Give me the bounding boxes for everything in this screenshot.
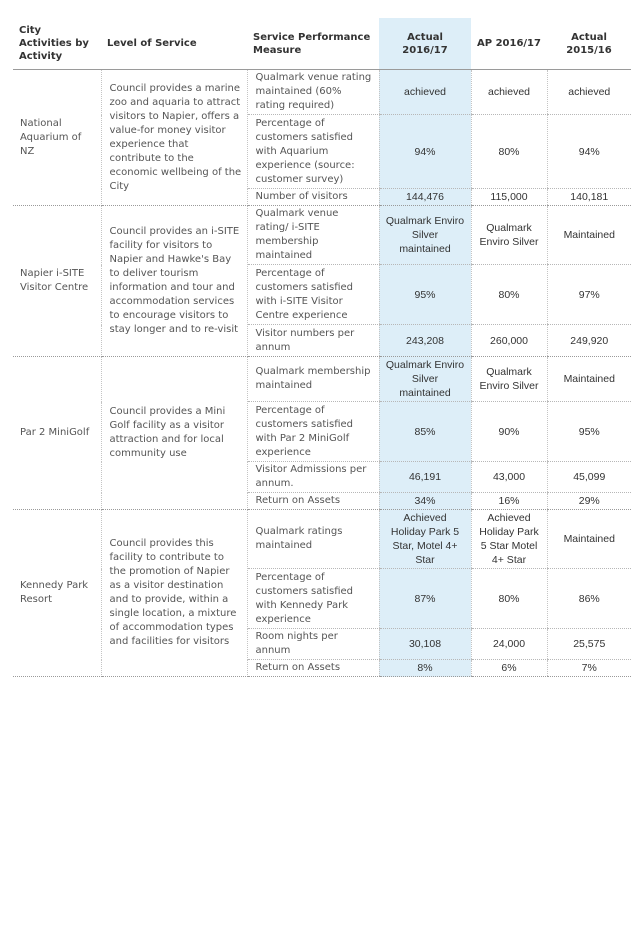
- ap-cell: achieved: [471, 70, 547, 115]
- actual-current-cell: 144,476: [379, 189, 471, 206]
- actual-prior-cell: achieved: [547, 70, 631, 115]
- ap-cell: 90%: [471, 402, 547, 462]
- actual-current-cell: 94%: [379, 115, 471, 189]
- header-actual-prior: Actual 2015/16: [547, 18, 631, 70]
- ap-cell: 43,000: [471, 462, 547, 493]
- actual-current-cell: 85%: [379, 402, 471, 462]
- actual-current-cell: 243,208: [379, 325, 471, 357]
- actual-prior-cell: 95%: [547, 402, 631, 462]
- measure-cell: Percentage of customers satisfied with Par 2 MiniGolf experience: [247, 402, 379, 462]
- activity-cell: Napier i-SITE Visitor Centre: [13, 206, 101, 357]
- table-body: [13, 70, 631, 677]
- ap-cell: 16%: [471, 493, 547, 510]
- actual-prior-cell: 25,575: [547, 629, 631, 660]
- header-row: [13, 18, 631, 70]
- table-row: [13, 70, 631, 115]
- actual-prior-cell: 86%: [547, 569, 631, 629]
- measure-cell: Number of visitors: [247, 189, 379, 206]
- header-activity: City Activities by Activity: [13, 18, 101, 70]
- actual-current-cell: Qualmark Enviro Silver maintained: [379, 206, 471, 265]
- actual-prior-cell: 29%: [547, 493, 631, 510]
- actual-current-cell: 30,108: [379, 629, 471, 660]
- actual-current-cell: Qualmark Enviro Silver maintained: [379, 357, 471, 402]
- table-row: [13, 510, 631, 569]
- actual-current-cell: 95%: [379, 265, 471, 325]
- level-of-service-cell: Council provides a Mini Golf facility as a visitor attraction and for local community use: [101, 357, 247, 510]
- ap-cell: 80%: [471, 115, 547, 189]
- actual-current-cell: 87%: [379, 569, 471, 629]
- measure-cell: Percentage of customers satisfied with Aquarium experience (source: customer survey): [247, 115, 379, 189]
- actual-current-cell: Achieved Holiday Park 5 Star, Motel 4+ Star: [379, 510, 471, 569]
- level-of-service-cell: Council provides this facility to contribute to the promotion of Napier as a visitor destination and to provide, within a single location, a mixture of accommodation types and facilities for visitors: [101, 510, 247, 677]
- header-level-of-service: Level of Service: [101, 18, 247, 70]
- header-actual-current: Actual 2016/17: [379, 18, 471, 70]
- actual-prior-cell: 140,181: [547, 189, 631, 206]
- actual-prior-cell: 94%: [547, 115, 631, 189]
- measure-cell: Qualmark venue rating maintained (60% rating required): [247, 70, 379, 115]
- level-of-service-cell: Council provides an i-SITE facility for visitors to Napier and Hawke's Bay to deliver tourism information and tour and accommodation services to encourage visitors to stay longer and to re-visit: [101, 206, 247, 357]
- performance-table-container: [13, 18, 631, 677]
- ap-cell: 260,000: [471, 325, 547, 357]
- service-performance-table: [13, 18, 631, 677]
- ap-cell: 6%: [471, 660, 547, 677]
- actual-prior-cell: Maintained: [547, 206, 631, 265]
- measure-cell: Percentage of customers satisfied with Kennedy Park experience: [247, 569, 379, 629]
- actual-prior-cell: 249,920: [547, 325, 631, 357]
- actual-prior-cell: 7%: [547, 660, 631, 677]
- measure-cell: Visitor numbers per annum: [247, 325, 379, 357]
- activity-cell: National Aquarium of NZ: [13, 70, 101, 206]
- actual-current-cell: 34%: [379, 493, 471, 510]
- activity-cell: Kennedy Park Resort: [13, 510, 101, 677]
- ap-cell: 115,000: [471, 189, 547, 206]
- measure-cell: Qualmark venue rating/ i-SITE membership maintained: [247, 206, 379, 265]
- measure-cell: Qualmark membership maintained: [247, 357, 379, 402]
- ap-cell: 80%: [471, 265, 547, 325]
- ap-cell: Achieved Holiday Park 5 Star Motel 4+ Star: [471, 510, 547, 569]
- actual-prior-cell: 97%: [547, 265, 631, 325]
- level-of-service-cell: Council provides a marine zoo and aquaria to attract visitors to Napier, offers a value-for money visitor experience that contribute to the economic wellbeing of the City: [101, 70, 247, 206]
- actual-current-cell: 46,191: [379, 462, 471, 493]
- actual-prior-cell: 45,099: [547, 462, 631, 493]
- activity-cell: Par 2 MiniGolf: [13, 357, 101, 510]
- table-row: [13, 206, 631, 265]
- ap-cell: Qualmark Enviro Silver: [471, 206, 547, 265]
- header-ap: AP 2016/17: [471, 18, 547, 70]
- actual-current-cell: 8%: [379, 660, 471, 677]
- header-performance-measure: Service Performance Measure: [247, 18, 379, 70]
- measure-cell: Percentage of customers satisfied with i-SITE Visitor Centre experience: [247, 265, 379, 325]
- actual-prior-cell: Maintained: [547, 357, 631, 402]
- actual-prior-cell: Maintained: [547, 510, 631, 569]
- measure-cell: Return on Assets: [247, 493, 379, 510]
- actual-current-cell: achieved: [379, 70, 471, 115]
- ap-cell: Qualmark Enviro Silver: [471, 357, 547, 402]
- measure-cell: Visitor Admissions per annum.: [247, 462, 379, 493]
- ap-cell: 80%: [471, 569, 547, 629]
- ap-cell: 24,000: [471, 629, 547, 660]
- table-row: [13, 357, 631, 402]
- measure-cell: Return on Assets: [247, 660, 379, 677]
- measure-cell: Room nights per annum: [247, 629, 379, 660]
- measure-cell: Qualmark ratings maintained: [247, 510, 379, 569]
